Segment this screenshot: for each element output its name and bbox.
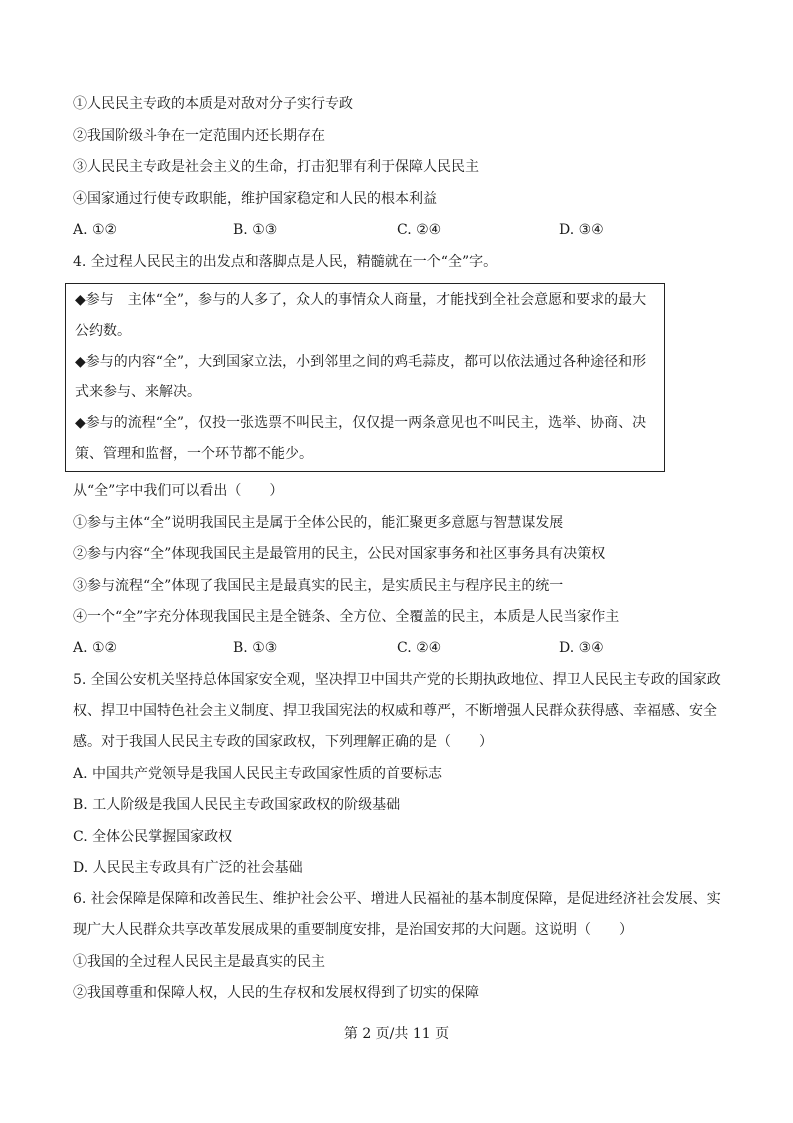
q4-option-b: B. ①③ [233, 640, 278, 656]
q4-question: 从“全”字中我们可以看出（ ） [73, 483, 284, 499]
material-line-2: 公约数。 [75, 323, 131, 339]
q3-statement-4: ④国家通过行使专政职能，维护国家稳定和人民的根本利益 [73, 191, 437, 207]
q4-statement-1: ①参与主体“全”说明我国民主是属于全体公民的，能汇聚更多意愿与智慧谋发展 [73, 515, 564, 531]
q4-material-box [65, 283, 665, 472]
q3-statement-3: ③人民民主专政是社会主义的生命，打击犯罪有利于保障人民民主 [73, 159, 479, 175]
q5-option-b: B. 工人阶级是我国人民民主专政国家政权的阶级基础 [73, 797, 401, 813]
q3-option-c: C. ②④ [397, 222, 442, 238]
q4-option-d: D. ③④ [559, 640, 604, 656]
q3-option-a: A. ①② [73, 222, 118, 238]
page-number-footer: 第 2 页/共 11 页 [343, 1026, 450, 1042]
q3-option-b: B. ①③ [233, 222, 278, 238]
q6-stem-line-1: 6. 社会保障是保障和改善民生、维护社会公平、增进人民福祉的基本制度保障，是促进经济社会发展、实 [73, 891, 721, 907]
q3-statement-1: ①人民民主专政的本质是对敌对分子实行专政 [73, 96, 353, 112]
q5-option-a: A. 中国共产党领导是我国人民民主专政国家性质的首要标志 [73, 766, 443, 782]
q6-statement-2: ②我国尊重和保障人权，人民的生存权和发展权得到了切实的保障 [73, 985, 479, 1001]
material-line-5: ◆参与的流程“全”，仅投一张选票不叫民主，仅仅提一两条意见也不叫民主，选举、协商、决 [75, 415, 647, 431]
q5-stem-line-1: 5. 全国公安机关坚持总体国家安全观，坚决捍卫中国共产党的长期执政地位、捍卫人民民主专政的国家政 [73, 672, 721, 688]
q6-stem-line-2: 现广大人民群众共享改革发展成果的重要制度安排，是治国安邦的大问题。这说明（ ） [73, 922, 633, 938]
q4-statement-2: ②参与内容“全”体现我国民主是最管用的民主，公民对国家事务和社区事务具有决策权 [73, 546, 606, 562]
q6-statement-1: ①我国的全过程人民民主是最真实的民主 [73, 954, 325, 970]
material-line-3: ◆参与的内容“全”，大到国家立法，小到邻里之间的鸡毛蒜皮，都可以依法通过各种途径和形 [75, 354, 647, 370]
q5-option-d: D. 人民民主专政具有广泛的社会基础 [73, 860, 303, 876]
q4-statement-4: ④一个“全”字充分体现我国民主是全链条、全方位、全覆盖的民主，本质是人民当家作主 [73, 609, 620, 625]
q4-stem: 4. 全过程人民民主的出发点和落脚点是人民，精髓就在一个“全”字。 [73, 254, 498, 270]
material-line-1: ◆参与 主体“全”，参与的人多了，众人的事情众人商量，才能找到全社会意愿和要求的最大 [75, 292, 647, 308]
material-line-4: 式来参与、来解决。 [75, 384, 201, 400]
q4-options [73, 638, 733, 658]
q5-option-c: C. 全体公民掌握国家政权 [73, 829, 233, 845]
q4-option-a: A. ①② [73, 640, 118, 656]
q4-option-c: C. ②④ [397, 640, 442, 656]
q5-stem-line-2: 权、捍卫中国特色社会主义制度、捍卫我国宪法的权威和尊严，不断增强人民群众获得感、幸福感、安全 [73, 703, 717, 719]
q3-statement-2: ②我国阶级斗争在一定范围内还长期存在 [73, 128, 325, 144]
q3-options [73, 220, 733, 240]
q3-option-d: D. ③④ [559, 222, 604, 238]
q5-stem-line-3: 感。对于我国人民民主专政的国家政权，下列理解正确的是（ ） [73, 734, 493, 750]
q4-statement-3: ③参与流程“全”体现了我国民主是最真实的民主，是实质民主与程序民主的统一 [73, 578, 564, 594]
material-line-6: 策、管理和监督，一个环节都不能少。 [75, 446, 313, 462]
